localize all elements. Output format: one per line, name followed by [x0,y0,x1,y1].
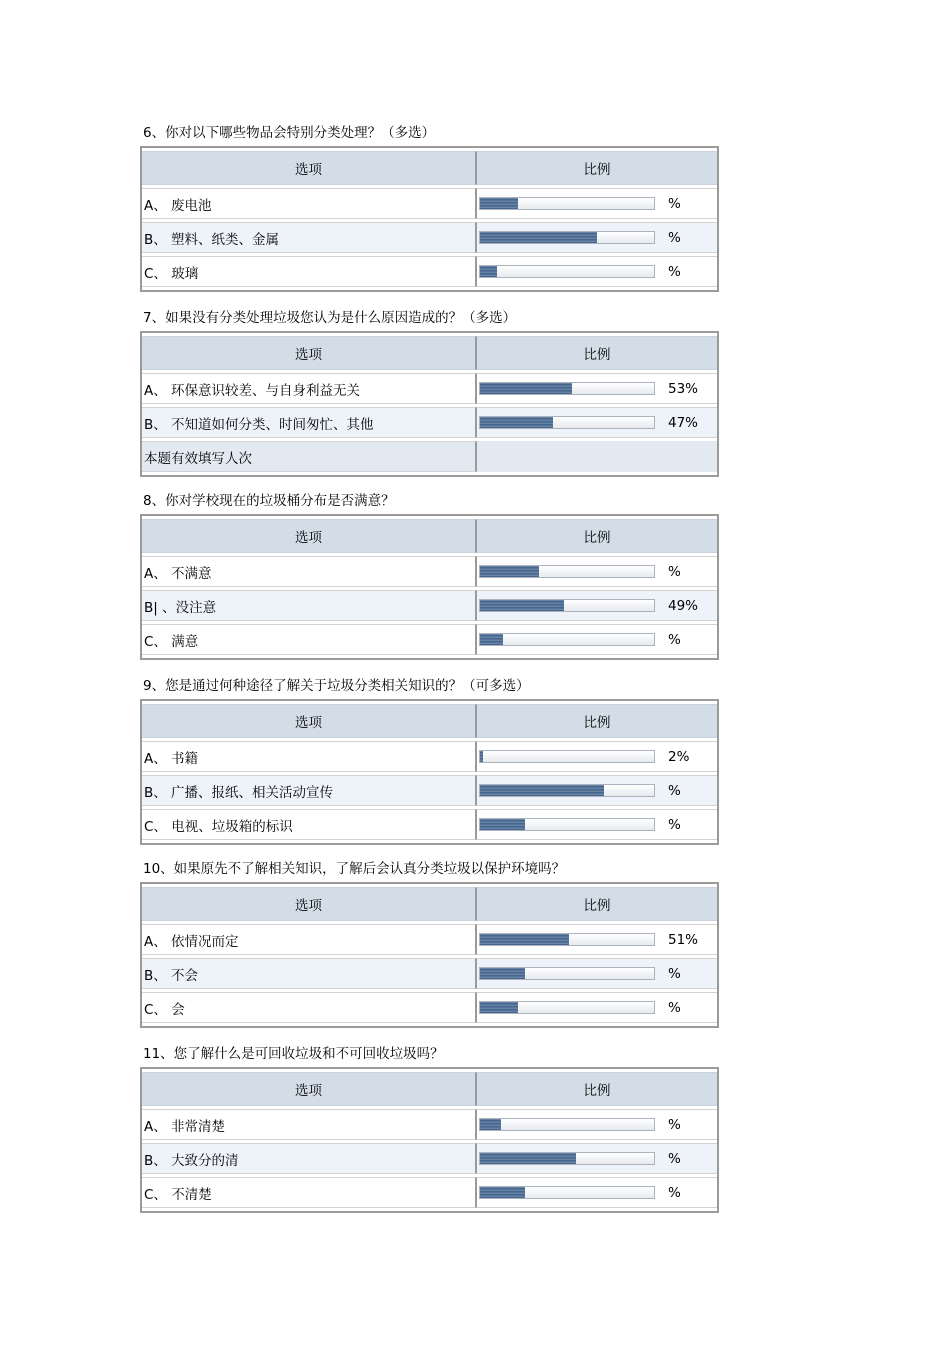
progress-bar-fill [480,566,539,577]
option-label: B、 不知道如何分类、时间匆忙、其他 [142,407,477,438]
table-row [142,992,717,1023]
progress-bar-fill [480,600,564,611]
note-value [477,441,717,472]
option-label: B、 塑料、纸类、金属 [142,222,477,253]
note-row [142,441,717,472]
percent-value: % [668,264,681,280]
option-label: B| 、没注意 [142,590,477,621]
ratio-cell [477,958,717,989]
ratio-cell [477,256,717,287]
option-label: C、 会 [142,992,477,1023]
ratio-cell [477,222,717,253]
progress-bar-fill [480,232,597,243]
table-header-row [142,887,717,921]
table-row [142,222,717,253]
percent-value: 49% [668,598,699,614]
percent-value: % [668,817,681,833]
header-option: 选项 [142,887,477,921]
ratio-cell [477,992,717,1023]
progress-bar [479,1001,655,1014]
result-table [140,1067,719,1213]
ratio-cell [477,590,717,621]
ratio-cell [477,809,717,840]
progress-bar-fill [480,751,483,762]
progress-bar-fill [480,198,518,209]
percent-value: 47% [668,415,699,431]
progress-bar [479,1118,655,1131]
ratio-cell [477,556,717,587]
option-label: A、 书籍 [142,741,477,772]
progress-bar-fill [480,1002,518,1013]
progress-bar-fill [480,1187,525,1198]
question-title: 11、您了解什么是可回收垃圾和不可回收垃圾吗？ [143,1046,444,1062]
result-table [140,146,719,292]
percent-value: % [668,1151,681,1167]
header-option: 选项 [142,1072,477,1106]
percent-value: 53% [668,381,699,397]
percent-value: % [668,632,681,648]
progress-bar [479,565,655,578]
question-title: 8、你对学校现在的垃圾桶分布是否满意？ [143,493,395,509]
table-header-row [142,151,717,185]
table-row [142,809,717,840]
progress-bar [479,784,655,797]
ratio-cell [477,775,717,806]
progress-bar-fill [480,634,503,645]
result-table [140,882,719,1028]
progress-bar-fill [480,417,553,428]
percent-value: 51% [668,932,699,948]
option-label: C、 满意 [142,624,477,655]
percent-value: 2% [668,749,690,765]
option-label: A、 废电池 [142,188,477,219]
percent-value: % [668,1117,681,1133]
percent-value: % [668,1000,681,1016]
table-row [142,958,717,989]
option-label: C、 电视、垃圾箱的标识 [142,809,477,840]
progress-bar [479,1152,655,1165]
progress-bar-fill [480,1119,501,1130]
progress-bar [479,197,655,210]
table-row [142,188,717,219]
header-option: 选项 [142,336,477,370]
progress-bar-fill [480,934,569,945]
header-ratio: 比例 [477,887,717,921]
result-table [140,699,719,845]
ratio-cell [477,373,717,404]
header-option: 选项 [142,519,477,553]
percent-value: % [668,196,681,212]
progress-bar-fill [480,383,572,394]
table-row [142,741,717,772]
ratio-cell [477,1143,717,1174]
table-row [142,373,717,404]
option-label: B、 不会 [142,958,477,989]
table-header-row [142,336,717,370]
progress-bar-fill [480,819,525,830]
result-table [140,331,719,477]
progress-bar [479,231,655,244]
header-ratio: 比例 [477,1072,717,1106]
progress-bar [479,750,655,763]
option-label: A、 不满意 [142,556,477,587]
header-ratio: 比例 [477,519,717,553]
result-table [140,514,719,660]
ratio-cell [477,1177,717,1208]
progress-bar [479,416,655,429]
table-row [142,1143,717,1174]
percent-value: % [668,966,681,982]
table-header-row [142,1072,717,1106]
note-label: 本题有效填写人次 [142,441,477,472]
option-label: B、 大致分的清 [142,1143,477,1174]
option-label: A、 环保意识较差、与自身利益无关 [142,373,477,404]
percent-value: % [668,564,681,580]
table-row [142,556,717,587]
progress-bar [479,633,655,646]
progress-bar [479,967,655,980]
ratio-cell [477,1109,717,1140]
option-label: C、 不清楚 [142,1177,477,1208]
percent-value: % [668,783,681,799]
table-row [142,256,717,287]
table-row [142,590,717,621]
progress-bar-fill [480,968,525,979]
progress-bar [479,599,655,612]
option-label: A、 依情况而定 [142,924,477,955]
table-row [142,1177,717,1208]
question-title: 6、你对以下哪些物品会特别分类处理？（多选） [143,125,436,141]
question-title: 9、您是通过何种途径了解关于垃圾分类相关知识的？（可多选） [143,678,530,694]
percent-value: % [668,1185,681,1201]
table-row [142,775,717,806]
ratio-cell [477,924,717,955]
table-row [142,407,717,438]
ratio-cell [477,407,717,438]
progress-bar-fill [480,785,604,796]
header-option: 选项 [142,151,477,185]
percent-value: % [668,230,681,246]
header-ratio: 比例 [477,336,717,370]
progress-bar [479,265,655,278]
table-row [142,924,717,955]
option-label: A、 非常清楚 [142,1109,477,1140]
table-row [142,1109,717,1140]
question-title: 7、如果没有分类处理垃圾您认为是什么原因造成的？（多选） [143,310,517,326]
header-option: 选项 [142,704,477,738]
progress-bar-fill [480,266,497,277]
header-ratio: 比例 [477,151,717,185]
ratio-cell [477,741,717,772]
option-label: C、 玻璃 [142,256,477,287]
progress-bar [479,1186,655,1199]
progress-bar [479,382,655,395]
progress-bar [479,933,655,946]
progress-bar [479,818,655,831]
header-ratio: 比例 [477,704,717,738]
option-label: B、 广播、报纸、相关活动宣传 [142,775,477,806]
ratio-cell [477,188,717,219]
table-row [142,624,717,655]
table-header-row [142,704,717,738]
ratio-cell [477,624,717,655]
table-header-row [142,519,717,553]
question-title: 10、如果原先不了解相关知识，了解后会认真分类垃圾以保护环境吗？ [143,861,566,877]
progress-bar-fill [480,1153,576,1164]
